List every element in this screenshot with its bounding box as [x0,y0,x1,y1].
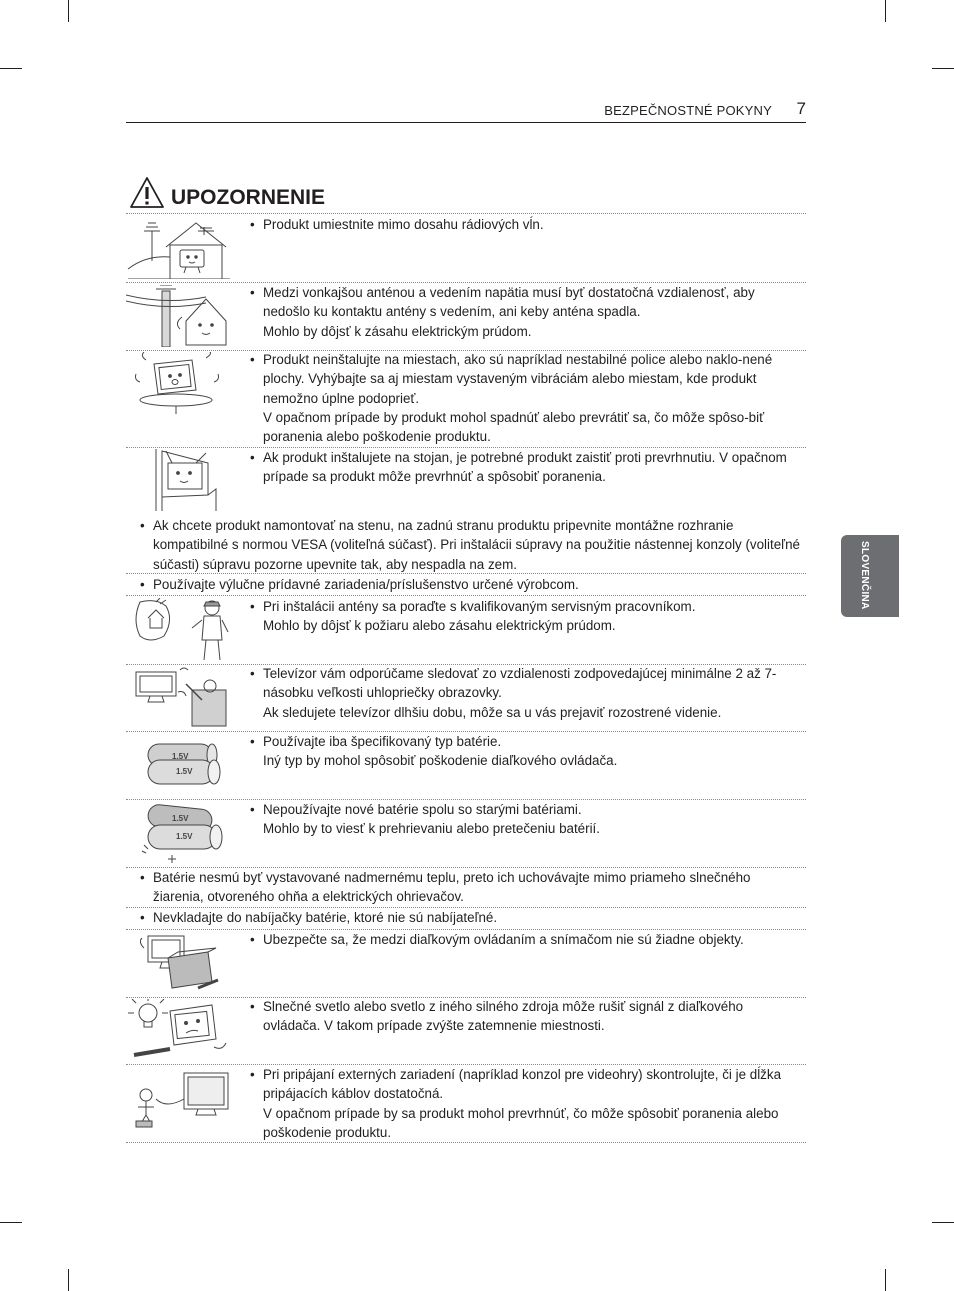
item-text: Ak produkt inštalujete na stojan, je potrebné produkt zaistiť proti prevrhnutiu. V opačnom prípade sa produkt môže prevrhnúť a spôsobiť poranenia. [263,450,787,485]
caution-item [250,597,799,636]
caution-item [250,930,799,949]
caution-item [250,664,799,722]
item-text: Televízor vám odporúčame sledovať zo vzdialenosti zodpovedajúcej minimálne 2 až 7-násobku veľkosti uhlopriečky obrazovky. [263,666,777,701]
item-text: V opačnom prípade by produkt mohol spadnúť alebo prevrátiť sa, čo môže spôso-biť poranenia alebo poškodenie produktu. [263,409,765,445]
battery-icon [126,734,232,796]
caution-item [250,350,799,446]
battery-voltage-label: 1.5V [176,832,193,841]
bullet: • [140,870,145,885]
bullet: • [250,802,255,817]
bullet: • [250,352,255,367]
item-text: Nepoužívajte nové batérie spolu so starými batériami. [263,802,582,817]
crop-mark [885,1269,886,1291]
item-text: Produkt umiestnite mimo dosahu rádiových vĺn. [263,217,544,232]
battery-mixed-icon [126,801,232,863]
bullet: • [250,932,255,947]
bright-light-icon [126,999,232,1061]
cable-length-icon [126,1069,232,1131]
tv-on-stand-icon [126,449,232,511]
bullet: • [250,666,255,681]
item-text: V opačnom prípade by sa produkt mohol prevrhnúť, čo môže spôsobiť poranenia alebo poškodenie produktu. [263,1105,779,1140]
item-text: Produkt neinštalujte na miestach, ako sú napríklad nestabilné police alebo naklo-nené plochy. Vyhýbajte sa aj miestam vystaveným vibráciám alebo miestam, kde produkt nemožno úplne podoprieť. [263,352,773,406]
page-header [126,101,806,123]
caution-item [250,732,799,771]
bullet: • [140,518,145,533]
page-number: 7 [796,99,806,118]
crop-mark [0,68,22,69]
caution-item [140,868,801,907]
remote-obstacle-icon [126,932,232,994]
section-title: BEZPEČNOSTNÉ POKYNY [604,103,772,118]
item-text: Mohlo by to viesť k prehrievaniu alebo pretečeniu batérií. [263,821,601,837]
antenna-house-tv-icon [126,217,232,279]
bullet: • [250,285,255,300]
caution-item [250,1065,799,1142]
bullet: • [250,450,255,465]
crop-mark [932,1222,954,1223]
warning-triangle-icon [128,175,166,211]
battery-voltage-label: 1.5V [176,767,193,776]
item-text: Ak chcete produkt namontovať na stenu, na zadnú stranu produktu pripevnite montážne rozhranie kompatibilné s normou VESA (voliteľná súčasť). Pri inštalácii súpravy na použitie nástennej konzoly (voliteľné súčasti) súpravu pozorne upevnite tak, aby nespadla na zem. [153,518,800,572]
viewer-distance-icon [126,666,232,728]
language-tab [841,535,899,617]
item-text: Pri inštalácii antény sa poraďte s kvalifikovaným servisným pracovníkom. [263,599,696,614]
wobbling-tv-icon [126,352,232,414]
row-divider [126,595,806,596]
caution-item [250,800,799,839]
caution-item [250,215,799,234]
crop-mark [0,1222,22,1223]
item-text: Iný typ by mohol spôsobiť poškodenie diaľkového ovládača. [263,753,618,769]
item-text: Ubezpečte sa, že medzi diaľkovým ovládaním a snímačom nie sú žiadne objekty. [263,932,744,947]
bullet: • [250,599,255,614]
power-line-house-icon [126,285,232,347]
caution-item [250,283,799,341]
caution-item [140,516,801,574]
bullet: • [140,910,145,925]
caution-item [140,908,801,927]
crop-mark [932,68,954,69]
bullet: • [250,734,255,749]
crop-mark [885,0,886,22]
bullet: • [250,217,255,232]
battery-voltage-label: 1.5V [172,752,189,761]
item-text: Ak sledujete televízor dlhšiu dobu, môže sa u vás prejaviť rozostrené videnie. [263,704,722,720]
bullet: • [140,577,145,592]
item-text: Mohlo by dôjsť k zásahu elektrickým prúdom. [263,323,532,339]
caution-item [140,575,801,594]
language-tab-label: SLOVENČINA [859,541,870,610]
bullet: • [250,999,255,1014]
crop-mark [68,1269,69,1291]
item-text: Slnečné svetlo alebo svetlo z iného silného zdroja môže rušiť signál z diaľkového ovládača. V takom prípade zvýšte zatemnenie miestnosti. [263,999,744,1034]
caution-item [250,448,799,487]
battery-voltage-label: 1.5V [172,814,189,823]
row-divider [126,213,806,214]
crop-mark [68,0,69,22]
item-text: Nevkladajte do nabíjačky batérie, ktoré nie sú nabíjateľné. [153,910,498,925]
item-text: Pri pripájaní externých zariadení (napríklad konzol pre videohry) skontrolujte, či je dĺžka pripájacích káblov dostatočná. [263,1067,782,1102]
bullet: • [250,1067,255,1082]
item-text: Medzi vonkajšou anténou a vedením napätia musí byť dostatočná vzdialenosť, aby nedošlo ku kontaktu antény s vedením, ani keby anténa spadla. [263,285,755,320]
page-title: UPOZORNENIE [171,186,326,209]
technician-antenna-icon [126,598,232,660]
item-text: Používajte výlučne prídavné zariadenia/príslušenstvo určené výrobcom. [153,577,579,592]
caution-item [250,997,799,1036]
item-text: Používajte iba špecifikovaný typ batérie. [263,734,502,749]
item-text: Mohlo by dôjsť k požiaru alebo zásahu elektrickým prúdom. [263,618,616,634]
item-text: Batérie nesmú byť vystavované nadmernému teplu, preto ich uchovávajte mimo priameho slnečného žiarenia, otvoreného ohňa a elektrických ohrievačov. [153,870,751,905]
